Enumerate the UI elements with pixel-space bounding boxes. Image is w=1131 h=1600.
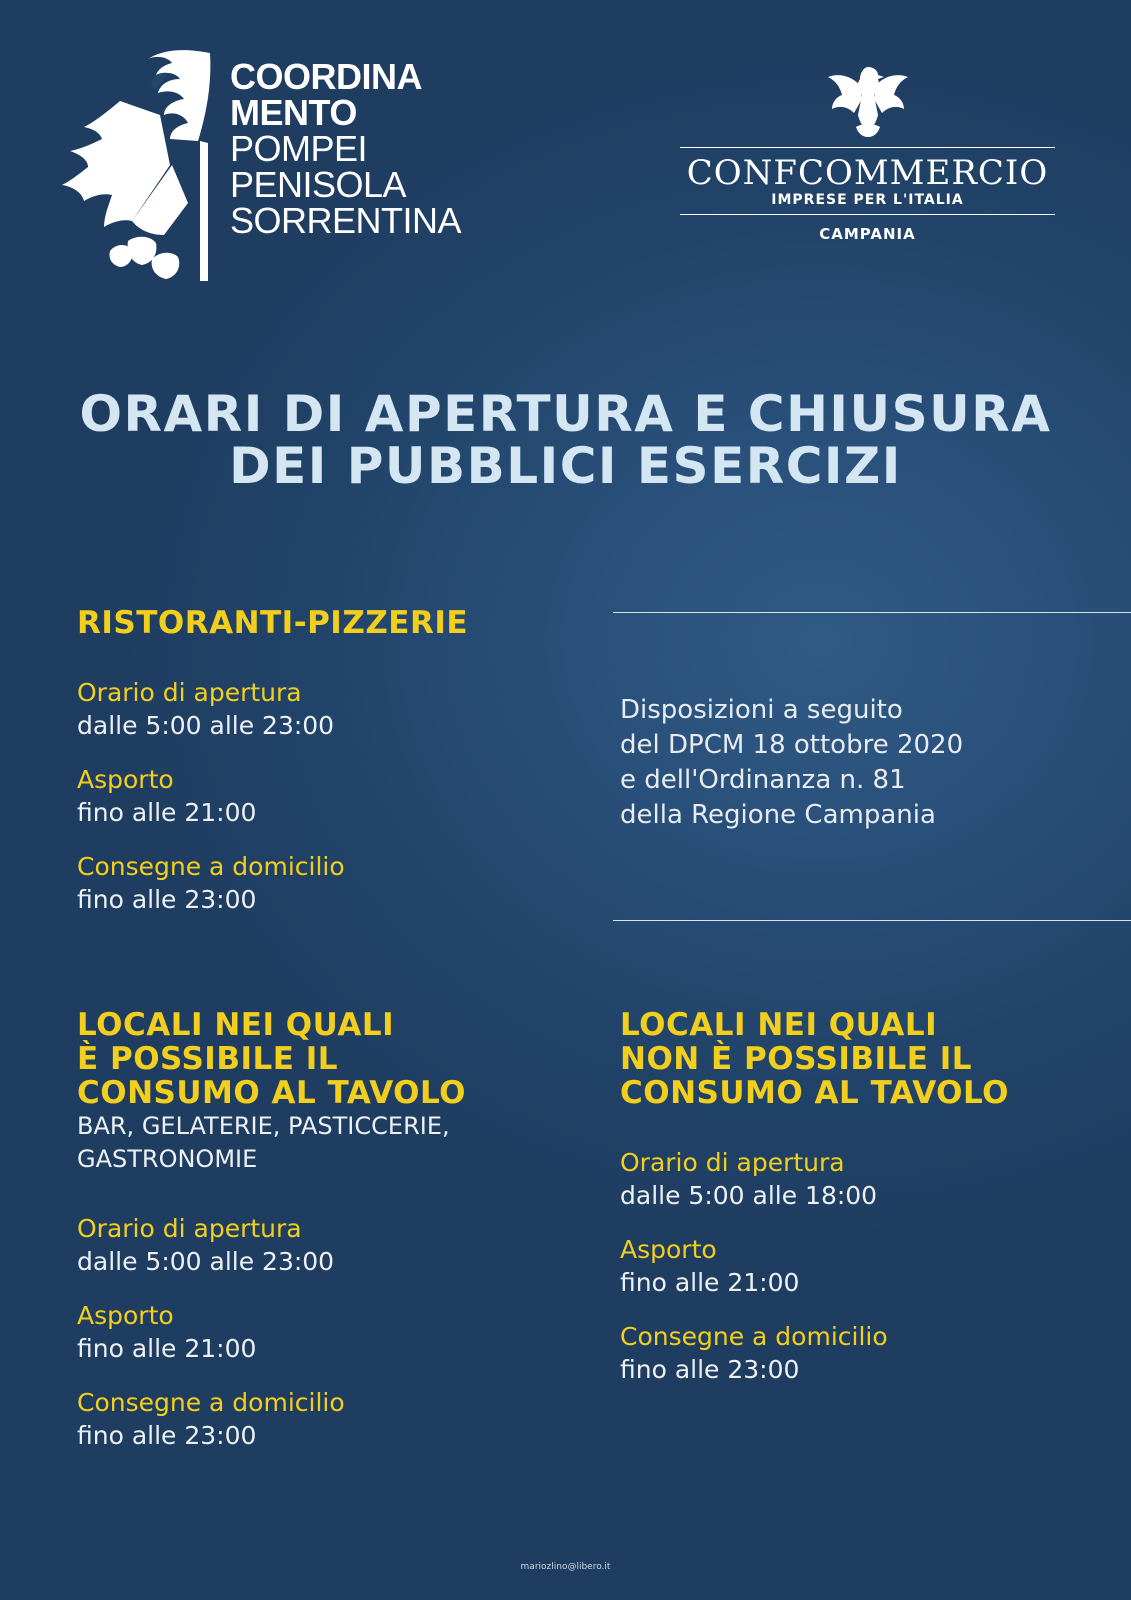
info-value: fino alle 21:00 — [77, 1334, 257, 1363]
section-ristoranti — [77, 606, 577, 937]
logo-line-3: POMPEI — [230, 128, 368, 169]
info-item — [77, 1386, 597, 1452]
section-no-consumo-tavolo — [620, 1008, 1120, 1407]
info-label: Asporto — [620, 1235, 717, 1264]
title-line-1: ORARI DI APERTURA E CHIUSURA — [79, 385, 1052, 443]
eagle-icon — [60, 45, 220, 285]
logo-line-4: PENISOLA — [230, 164, 407, 205]
info-label: Orario di apertura — [620, 1148, 845, 1177]
info-item — [77, 850, 577, 916]
info-item — [620, 1233, 1120, 1299]
section-title-line: CONSUMO AL TAVOLO — [620, 1075, 1010, 1111]
info-value: fino alle 23:00 — [620, 1355, 800, 1384]
section-title-line: CONSUMO AL TAVOLO — [77, 1075, 467, 1111]
section-title-line: È POSSIBILE IL — [77, 1041, 339, 1077]
info-label: Consegne a domicilio — [77, 1388, 345, 1417]
info-item — [620, 1320, 1120, 1386]
info-value: dalle 5:00 alle 18:00 — [620, 1181, 878, 1210]
info-item — [77, 676, 577, 742]
section-title: RISTORANTI-PIZZERIE — [77, 605, 469, 641]
info-label: Orario di apertura — [77, 1214, 302, 1243]
dpcm-note — [620, 693, 1100, 833]
section-subtitle-line: BAR, GELATERIE, PASTICCERIE, — [77, 1112, 450, 1140]
info-label: Consegne a domicilio — [620, 1322, 888, 1351]
logo-line-5: SORRENTINA — [230, 200, 462, 241]
eagle-icon — [826, 65, 910, 139]
confcommercio-name: CONFCOMMERCIO — [680, 147, 1055, 192]
info-value: fino alle 21:00 — [620, 1268, 800, 1297]
logo-line-2: MENTO — [230, 92, 357, 133]
note-line: e dell'Ordinanza n. 81 — [620, 765, 906, 795]
info-value: dalle 5:00 alle 23:00 — [77, 1247, 335, 1276]
info-label: Asporto — [77, 1301, 174, 1330]
info-label: Consegne a domicilio — [77, 852, 345, 881]
coordinamento-logo — [60, 45, 510, 285]
page-title — [0, 385, 1131, 495]
info-item — [77, 1212, 597, 1278]
info-value: fino alle 23:00 — [77, 885, 257, 914]
note-line: Disposizioni a seguito — [620, 695, 903, 725]
info-item — [620, 1146, 1120, 1212]
divider — [613, 612, 1131, 613]
logo-line-1: COORDINA — [230, 56, 422, 97]
section-title-line: NON È POSSIBILE IL — [620, 1041, 973, 1077]
author-credit: mariozlino@libero.it — [520, 1562, 611, 1572]
info-value: dalle 5:00 alle 23:00 — [77, 711, 335, 740]
section-title-line: LOCALI NEI QUALI — [77, 1007, 395, 1043]
info-item — [77, 1299, 597, 1365]
note-line: della Regione Campania — [620, 800, 936, 830]
info-value: fino alle 21:00 — [77, 798, 257, 827]
confcommercio-logo — [680, 65, 1055, 265]
note-line: del DPCM 18 ottobre 2020 — [620, 730, 964, 760]
info-item — [77, 763, 577, 829]
section-consumo-tavolo — [77, 1008, 597, 1473]
info-label: Asporto — [77, 765, 174, 794]
info-value: fino alle 23:00 — [77, 1421, 257, 1450]
confcommercio-subtitle: IMPRESE PER L'ITALIA — [680, 192, 1055, 215]
title-line-2: DEI PUBBLICI ESERCIZI — [229, 437, 902, 495]
section-subtitle-line: GASTRONOMIE — [77, 1145, 258, 1173]
divider — [613, 920, 1131, 921]
section-title-line: LOCALI NEI QUALI — [620, 1007, 938, 1043]
info-label: Orario di apertura — [77, 678, 302, 707]
confcommercio-region: CAMPANIA — [819, 225, 916, 243]
